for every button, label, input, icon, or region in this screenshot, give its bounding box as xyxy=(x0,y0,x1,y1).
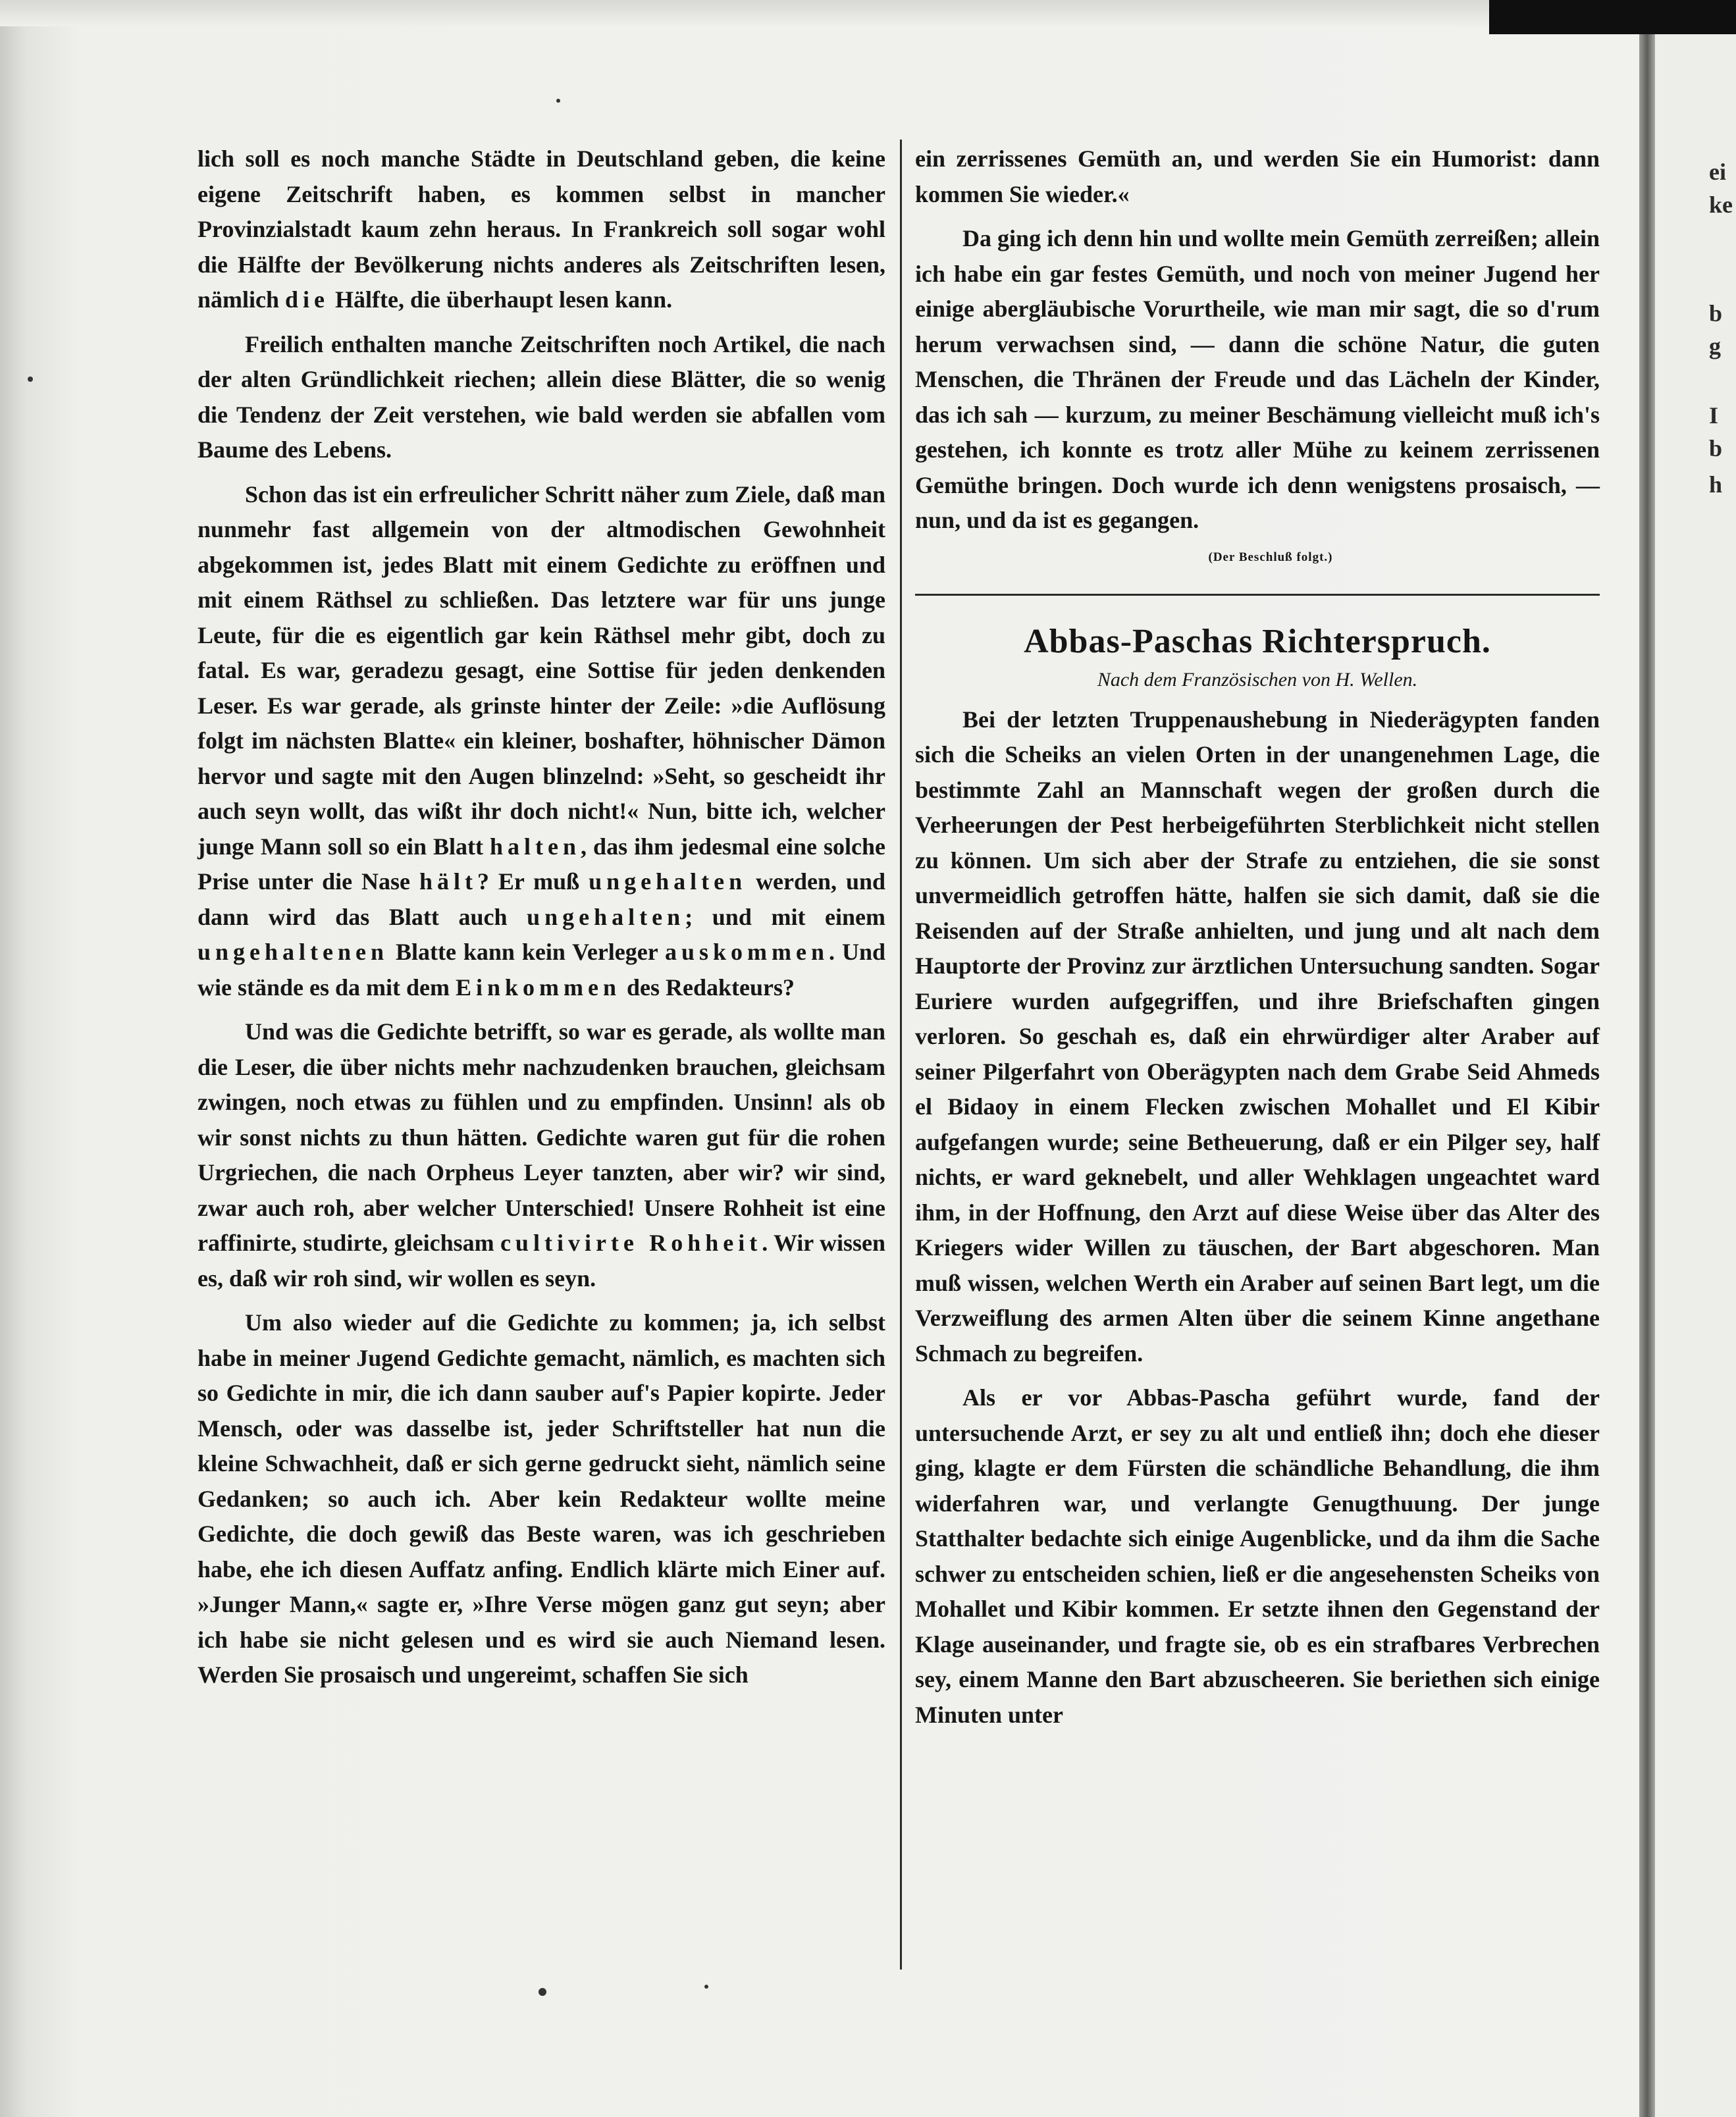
adjacent-page-fragment: ke xyxy=(1709,192,1733,218)
top-shadow xyxy=(0,0,1494,26)
paragraph xyxy=(197,477,885,1006)
adjacent-page-fragment: g xyxy=(1709,333,1721,359)
paragraph xyxy=(197,1014,885,1296)
adjacent-page-fragment: I xyxy=(1709,402,1719,429)
continuation-note: (Der Beschluß folgt.) xyxy=(1208,550,1333,564)
text-run: Blatte kann kein Verleger xyxy=(395,939,658,965)
paragraph: Freilich enthalten manche Zeitschriften noch Artikel, die nach der alten Gründlichkeit riechen; allein diese Blätter, die so wenig die Tendenz der Zeit verstehen, wie bald werden sie abfallen vom Baume des Lebens. xyxy=(197,330,885,463)
spaced-emphasis: ungehalten xyxy=(527,903,685,930)
paragraph: ein zerrissenes Gemüth an, und werden Sie ein Humorist: dann kommen Sie wieder.« xyxy=(915,145,1600,207)
adjacent-page-fragment: ei xyxy=(1709,159,1726,185)
paragraph: Bei der letzten Truppenaushebung in Niederägypten fanden sich die Scheiks an vielen Orten in der unangenehmen Lage, die bestimmte Zahl an Mannschaft wegen der großen durch die Verheerungen der Pest herbeigeführten Sterblichkeit nicht stellen zu können. Um sich aber der Strafe zu entziehen, die sie sonst unvermeidlich getroffen hätte, halfen sie sich damit, daß sie die Reisenden auf der Straße anhielten, und jung und alt nach dem Hauptorte der Provinz zur ärztlichen Untersuchung sandten. Sogar Euriere wurden aufgegriffen, und ihre Briefschaften gingen verloren. So geschah es, daß ein ehrwürdiger alter Araber auf seiner Pilgerfahrt von Oberägypten nach dem Grabe Seid Ahmeds el Bidaoy in einem Flecken zwischen Mohallet und El Kibir aufgefangen wurde; seine Betheuerung, daß er ein Pilger sey, half nichts, er ward geknebelt, und aller Wehklagen ungeachtet ward ihm, in der Hoffnung, den Arzt auf diese Weise über das Alter des Kriegers wider Willen zu täuschen, der Bart abgeschoren. Man muß wissen, welchen Werth ein Araber auf seinen Bart legt, um die Verzweiflung des armen Alten über die seinem Kinne angethane Schmach zu begreifen. xyxy=(915,706,1600,1367)
paragraph xyxy=(197,142,885,318)
left-column xyxy=(197,142,885,1702)
text-run: Schon das ist ein erfreulicher Schritt näher zum Ziele, daß man nunmehr fast allgemein von der altmodischen Gewohnheit abgekommen ist, jedes Blatt mit einem Gedichte zu eröffnen und mit einem Räthsel zu schließen. Das letztere war für uns junge Leute, für die es eigentlich gar kein Räthsel mehr gibt, doch zu fatal. Es war, geradezu gesagt, eine Sottise für jeden denkenden Leser. Es war gerade, als grinste hinter der Zeile: »die Auflösung folgt im nächsten Blatte« ein kleiner, boshafter, höhnischer Dämon hervor und sagte mit den Augen blinzelnd: »Seht, so gescheidt ihr auch seyn wollt, das wißt ihr doch nicht!« Nun, bitte ich, welcher junge Mann soll so ein Blatt xyxy=(197,481,886,860)
adjacent-page-fragment: h xyxy=(1709,471,1723,498)
text-run: . Und wie stände es da mit dem xyxy=(197,939,885,1001)
text-run: . Wir wissen es, daß wir roh sind, wir wollen es seyn. xyxy=(197,1230,885,1292)
article-byline: Nach dem Französischen von H. Wellen. xyxy=(1097,668,1418,691)
text-run: , das ihm jedesmal eine solche Prise unter die Nase xyxy=(197,833,886,895)
section-rule xyxy=(915,594,1600,596)
article-headline: Abbas-Paschas Richterspruch. xyxy=(1024,622,1491,660)
scan-speck xyxy=(539,1988,546,1996)
spaced-emphasis: die xyxy=(285,286,330,313)
spaced-emphasis: halten xyxy=(490,833,581,860)
scan-border-dark xyxy=(1489,0,1736,34)
paragraph: Um also wieder auf die Gedichte zu kommen; ja, ich selbst habe in meiner Jugend Gedichte gemacht, nämlich, es machten sich so Gedichte in mir, die ich dann sauber auf's Papier kopirte. Jeder Mensch, oder was dasselbe ist, jeder Schriftsteller hat nun die kleine Schwachheit, daß er sich gerne gedruckt sieht, nämlich seine Gedanken; so auch ich. Aber kein Redakteur wollte meine Gedichte, die doch gewiß das Beste waren, was ich geschrieben habe, ehe ich diesen Auffatz anfing. Endlich klärte mich Einer auf. »Junger Mann,« sagte er, »Ihre Verse mögen ganz gut seyn; aber ich habe sie nicht gelesen und es wird sie auch Niemand lesen. Werden Sie prosaisch und ungereimt, schaffen Sie sich xyxy=(197,1309,885,1688)
text-run: werden, und dann wird das Blatt auch xyxy=(197,868,886,930)
paragraph: Als er vor Abbas-Pascha geführt wurde, fand der untersuchende Arzt, er sey zu alt und entließ ihn; doch ehe dieser ging, klagte er dem Fürsten die schändliche Behandlung, die ihm widerfahren war, und verlangte Genugthuung. Der junge Statthalter bedachte sich einige Augenblicke, und da ihm die Sache schwer zu entscheiden schien, ließ er die angesehensten Scheiks von Mohallet und Kibir kommen. Er setzte ihnen den Gegenstand der Klage auseinander, und fragte sie, ob es ein strafbares Verbrechen sey, einem Manne den Bart abzuscheeren. Sie beriethen sich einige Minuten unter xyxy=(915,1384,1600,1728)
adjacent-page-fragment: b xyxy=(1709,300,1723,327)
scan-speck xyxy=(704,1985,708,1989)
text-run: lich soll es noch manche Städte in Deutschland geben, die keine eigene Zeitschrift haben, es kommen selbst in mancher Provinzialstadt kaum zehn heraus. In Frankreich soll sogar wohl die Hälfte der Bevölkerung nichts anderes als Zeitschriften lesen, nämlich xyxy=(197,145,885,313)
book-spine xyxy=(1639,34,1655,2117)
text-run: Hälfte, die überhaupt lesen kann. xyxy=(335,286,673,313)
right-column xyxy=(915,142,1600,1742)
spaced-emphasis: ungehaltenen xyxy=(197,939,389,965)
spaced-emphasis: cultivirte Rohheit xyxy=(500,1230,762,1256)
spaced-emphasis: auskommen xyxy=(665,939,829,965)
text-run: ; und mit einem xyxy=(685,903,886,930)
text-run: Und was die Gedichte betrifft, so war es gerade, als wollte man die Leser, die über nichts mehr nachzudenken brauchen, gleichsam zwingen, noch etwas zu fühlen und zu empfinden. Unsinn! als ob wir sonst nichts zu thun hätten. Gedichte waren gut für die rohen Urgriechen, die nach Orpheus Leyer tanzten, aber wir? wir sind, zwar auch roh, aber welcher Unterschied! Unsere Rohheit ist eine raffinirte, studirte, gleichsam xyxy=(197,1018,885,1256)
text-run: des Redakteurs? xyxy=(627,974,795,1001)
scan-speck xyxy=(556,99,560,103)
text-run: ? Er muß xyxy=(477,868,580,895)
spaced-emphasis: Einkommen xyxy=(455,974,621,1001)
adjacent-page-fragment: b xyxy=(1709,435,1723,461)
spaced-emphasis: hält xyxy=(419,868,477,895)
column-divider xyxy=(900,140,902,1970)
scan-speck xyxy=(28,377,33,382)
paragraph: Da ging ich denn hin und wollte mein Gemüth zerreißen; allein ich habe ein gar festes Gemüth, und noch von meiner Jugend her einige abergläubische Vorurtheile, wie man mir sagt, die so d'rum herum verwachsen sind, — dann die schöne Natur, die guten Menschen, die Thränen der Freude und das Lächeln der Kinder, das ich sah — kurzum, zu meiner Beschämung vielleicht muß ich's gestehen, ich konnte es trotz aller Mühe zu keinem zerrissenen Gemüthe bringen. Doch wurde ich denn wenigstens prosaisch, — nun, und da ist es gegangen. xyxy=(915,225,1600,533)
spaced-emphasis: ungehalten xyxy=(589,868,747,895)
